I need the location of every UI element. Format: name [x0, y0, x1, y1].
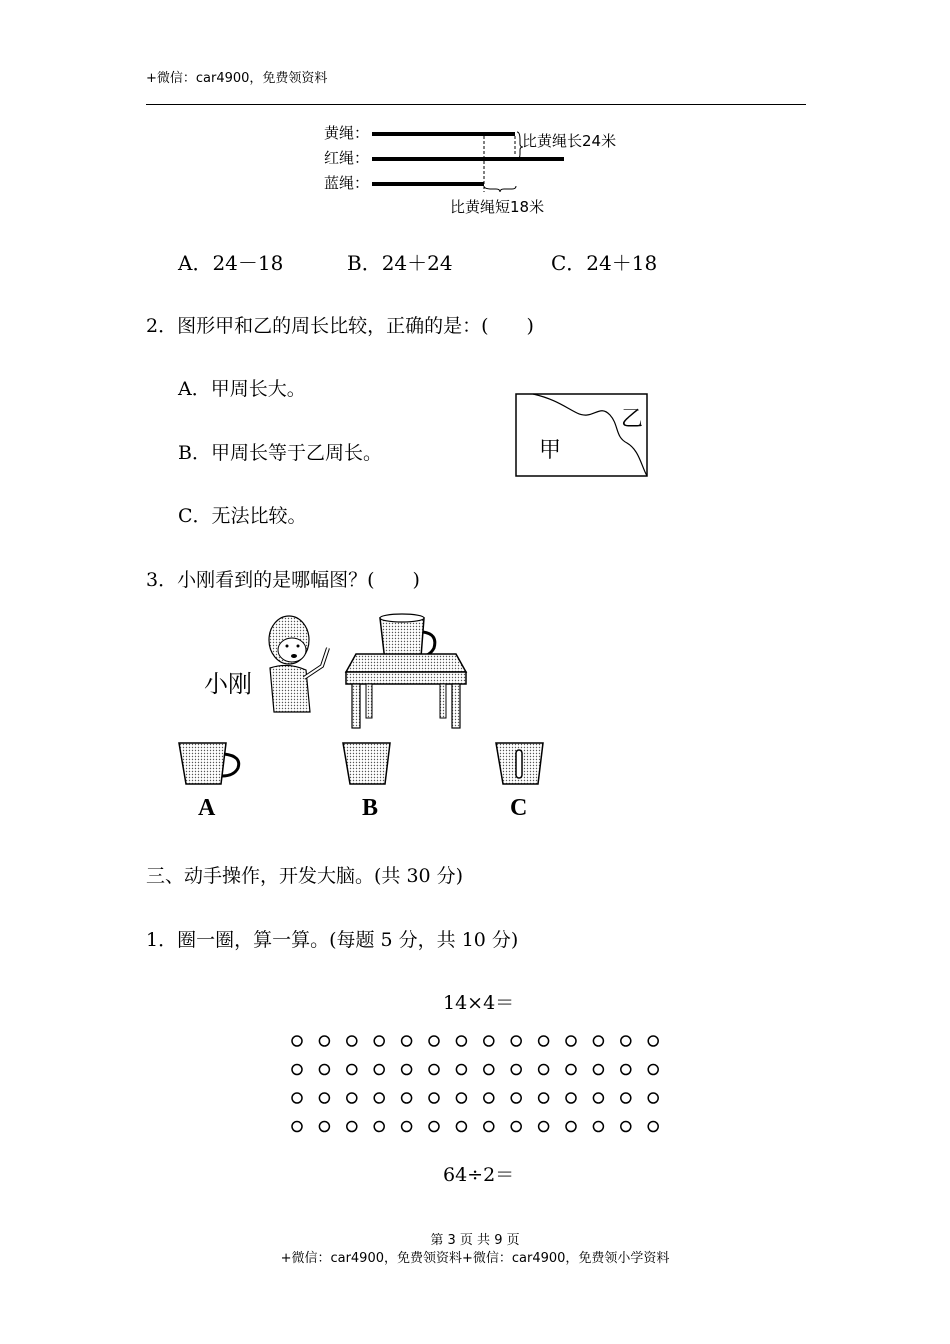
cup-b-icon [340, 740, 410, 790]
grid-circle [621, 1036, 631, 1046]
table-with-cup [340, 610, 472, 730]
grid-circle [429, 1122, 439, 1132]
grid-circle [648, 1093, 658, 1103]
cup-label-c: C [510, 795, 528, 821]
grid-circle [484, 1065, 494, 1075]
grid-circle [347, 1093, 357, 1103]
grid-circle [347, 1065, 357, 1075]
cup-label-a: A [198, 795, 216, 821]
cup-option-c [493, 740, 563, 830]
grid-circle [511, 1122, 521, 1132]
label-jia: 甲 [539, 438, 562, 463]
boy-name-label: 小刚 [204, 670, 252, 698]
expression-2: 64÷2＝ [443, 1164, 515, 1186]
grid-circle [511, 1093, 521, 1103]
grid-circle [621, 1093, 631, 1103]
grid-circle [402, 1036, 412, 1046]
rope-label-blue: 蓝绳： [324, 174, 370, 192]
cup-label-b: B [362, 795, 379, 821]
table-cup-icon [340, 610, 472, 730]
grid-circle [566, 1093, 576, 1103]
q2-option-a: A．甲周长大。 [178, 378, 306, 400]
grid-circle [374, 1065, 384, 1075]
grid-circle [539, 1065, 549, 1075]
q2-stem: 2．图形甲和乙的周长比较，正确的是：( ) [146, 315, 534, 337]
grid-circle [511, 1065, 521, 1075]
page-header: +微信：car4900，免费领资料 [146, 71, 328, 86]
label-yi: 乙 [621, 407, 644, 432]
rope-note-shorter: 比黄绳短18米 [450, 198, 545, 216]
circle-grid [285, 1030, 665, 1135]
grid-circle [456, 1093, 466, 1103]
grid-circle [319, 1036, 329, 1046]
grid-circle [593, 1036, 603, 1046]
q2-option-c: C．无法比较。 [178, 505, 307, 527]
grid-circle [402, 1065, 412, 1075]
grid-circle [566, 1036, 576, 1046]
grid-circle [648, 1122, 658, 1132]
grid-circle [402, 1093, 412, 1103]
grid-circle [347, 1122, 357, 1132]
grid-circle [429, 1065, 439, 1075]
grid-circle [292, 1093, 302, 1103]
rope-figure [318, 118, 648, 218]
grid-circle [539, 1036, 549, 1046]
grid-circle [429, 1036, 439, 1046]
grid-circle [292, 1036, 302, 1046]
boy-illustration [200, 608, 350, 723]
rope-label-yellow: 黄绳： [324, 124, 370, 142]
q1-option-c: C．24＋18 [551, 251, 658, 275]
header-divider [146, 104, 806, 105]
grid-circle [319, 1122, 329, 1132]
cup-a-icon [176, 740, 246, 790]
grid-circle [539, 1122, 549, 1132]
grid-circle [566, 1065, 576, 1075]
cup-c-icon [493, 740, 563, 790]
s3-q1-stem: 1．圈一圈，算一算。(每题 5 分，共 10 分) [146, 929, 519, 951]
grid-circle [511, 1036, 521, 1046]
grid-circle [621, 1122, 631, 1132]
footer-text: +微信：car4900，免费领资料+微信：car4900，免费领小学资料 [280, 1251, 670, 1266]
page-number: 第 3 页 共 9 页 [430, 1233, 520, 1248]
grid-circle [648, 1065, 658, 1075]
grid-circle [566, 1122, 576, 1132]
q1-option-a: A．24－18 [178, 251, 284, 275]
grid-circle [593, 1122, 603, 1132]
grid-circle [648, 1036, 658, 1046]
q2-option-b: B．甲周长等于乙周长。 [178, 442, 382, 464]
rope-note-longer: 比黄绳长24米 [522, 132, 617, 150]
grid-circle [292, 1065, 302, 1075]
grid-circle [456, 1065, 466, 1075]
q3-stem: 3．小刚看到的是哪幅图？( ) [146, 569, 420, 591]
grid-circle [593, 1065, 603, 1075]
grid-circle [374, 1122, 384, 1132]
grid-circle [621, 1065, 631, 1075]
expression-1: 14×4＝ [443, 992, 515, 1014]
grid-circle [347, 1036, 357, 1046]
grid-circle [539, 1093, 549, 1103]
q1-option-b: B．24＋24 [347, 251, 453, 275]
grid-circle [429, 1093, 439, 1103]
grid-circle [484, 1093, 494, 1103]
grid-circle [374, 1093, 384, 1103]
grid-circle [402, 1122, 412, 1132]
grid-circle [484, 1122, 494, 1132]
grid-circle [456, 1036, 466, 1046]
cup-option-b [340, 740, 410, 830]
cup-option-a [176, 740, 246, 830]
grid-circle [593, 1093, 603, 1103]
grid-circle [456, 1122, 466, 1132]
rope-label-red: 红绳： [324, 149, 370, 167]
grid-circle [292, 1122, 302, 1132]
jia-yi-figure [515, 393, 648, 477]
grid-circle [484, 1036, 494, 1046]
grid-circle [319, 1065, 329, 1075]
section-3-title: 三、动手操作，开发大脑。(共 30 分) [146, 865, 464, 887]
grid-circle [374, 1036, 384, 1046]
grid-circle [319, 1093, 329, 1103]
